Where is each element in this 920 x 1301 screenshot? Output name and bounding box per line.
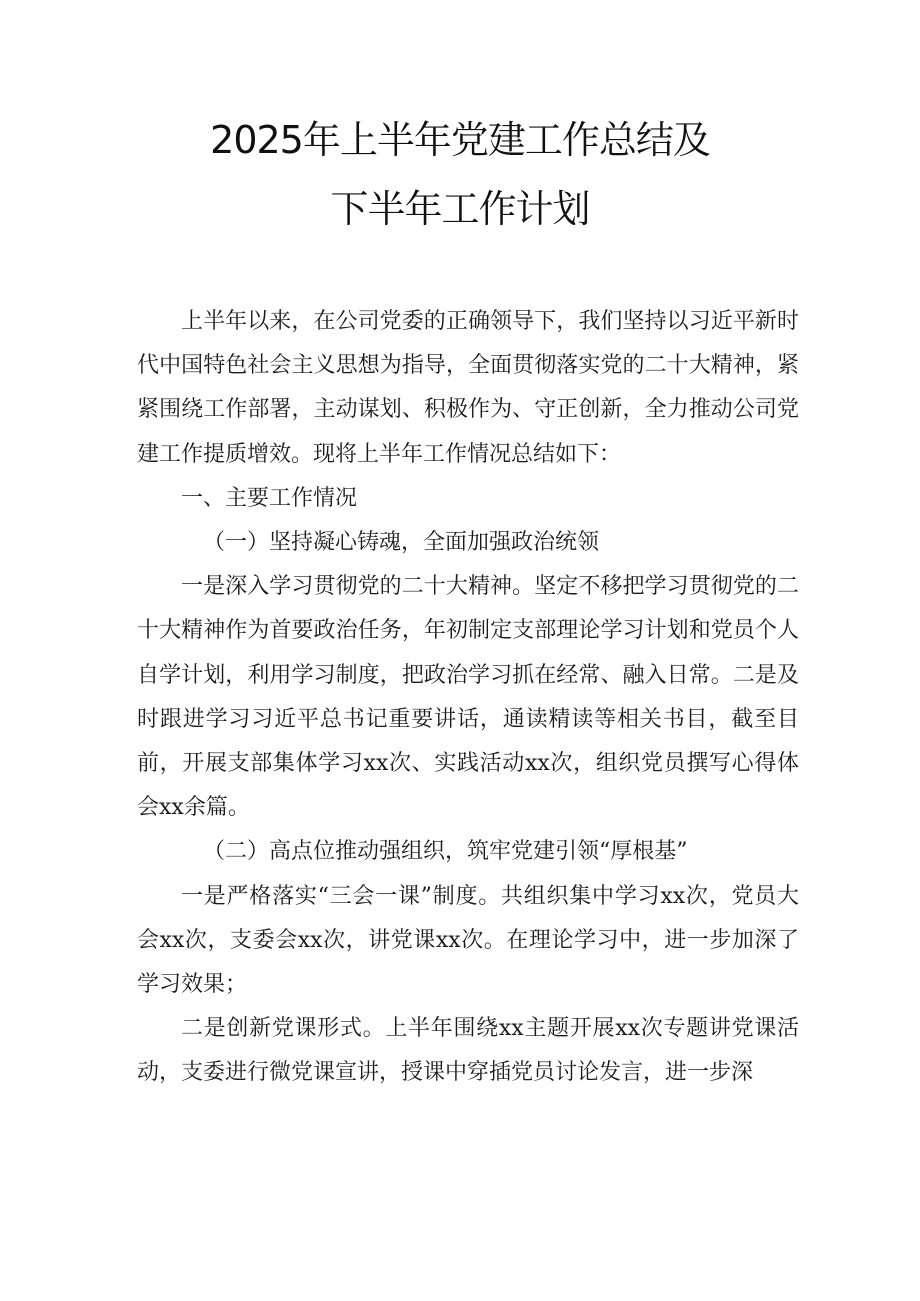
document-title-line1: 2025年上半年党建工作总结及 [210, 118, 710, 162]
intro-paragraph: 上半年以来，在公司党委的正确领导下，我们坚持以习近平新时代中国特色社会主义思想为指导，全面贯彻落实党的二十大精神，紧紧围绕工作部署，主动谋划、积极作为、守正创新，全力推动公司党建工作提质增效。现将上半年工作情况总结如下： [137, 309, 799, 467]
subsection-heading-1: （一）坚持凝心铸魂，全面加强政治统领 [203, 530, 600, 556]
subsection-2-paragraph-1: 一是严格落实“三会一课”制度。共组织集中学习xx次，党员大会xx次，支委会xx次，讲党课xx次。在理论学习中，进一步加深了学习效果； [137, 883, 799, 998]
document-body [137, 300, 799, 1096]
subsection-heading-2: （二）高点位推动强组织，筑牢党建引领“厚根基” [203, 839, 688, 865]
document-title-line2: 下半年工作计划 [330, 187, 590, 231]
subsection-1-paragraph: 一是深入学习贯彻党的二十大精神。坚定不移把学习贯彻党的二十大精神作为首要政治任务，年初制定支部理论学习计划和党员个人自学计划，利用学习制度，把政治学习抓在经常、融入日常。二是及时跟进学习习近平总书记重要讲话，通读精读等相关书目，截至目前，开展支部集体学习xx次、实践活动xx次，组织党员撰写心得体会xx余篇。 [137, 574, 799, 821]
section-heading-1: 一、主要工作情况 [181, 485, 358, 511]
subsection-2-paragraph-2: 二是创新党课形式。上半年围绕xx主题开展xx次专题讲党课活动，支委进行微党课宣讲，授课中穿插党员讨论发言，进一步深 [137, 1016, 799, 1086]
